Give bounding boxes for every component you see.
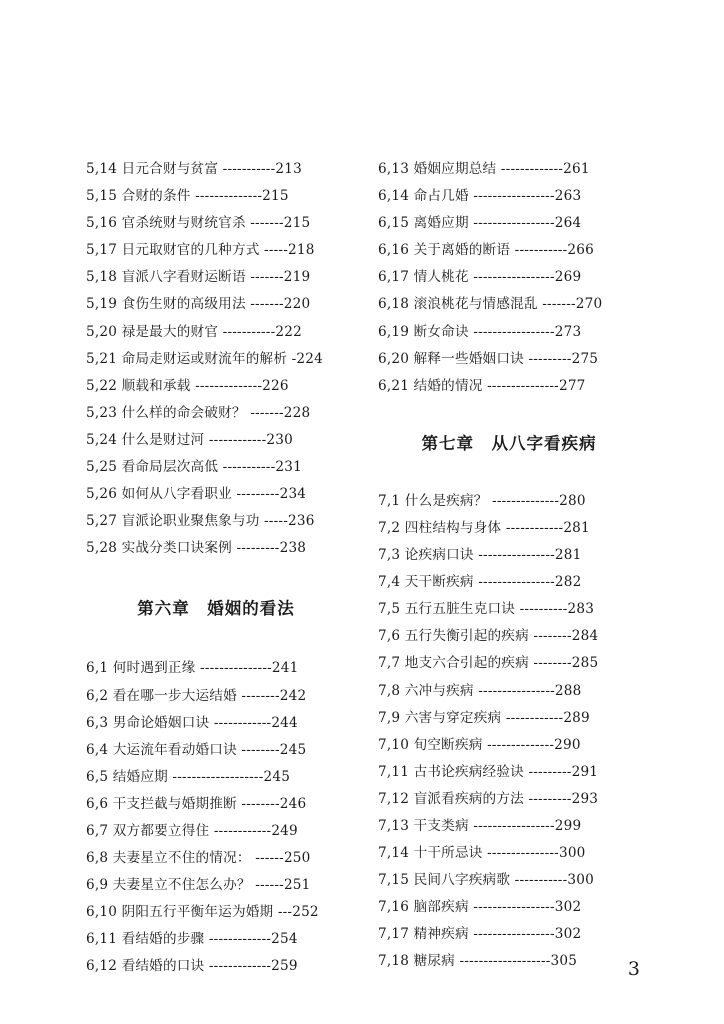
toc-entry[interactable]: 7,9 六害与穿定疾病 ------------289 xyxy=(378,709,590,726)
toc-entry[interactable]: 6,10 阴阳五行平衡年运为婚期 ---252 xyxy=(86,904,319,921)
toc-entry[interactable]: 7,16 脑部疾病 -----------------302 xyxy=(378,899,582,916)
chapter-6-heading: 第六章 婚姻的看法 xyxy=(137,599,295,619)
toc-entry[interactable]: 6,17 情人桃花 -----------------269 xyxy=(378,269,582,286)
toc-entry[interactable]: 6,8 夫妻星立不住的情况： ------250 xyxy=(86,850,311,867)
toc-group-ch5 xyxy=(86,156,346,562)
toc-group-ch7 xyxy=(378,488,640,976)
toc-entry[interactable]: 5,23 什么样的命会破财？ -------228 xyxy=(86,404,311,421)
toc-entry[interactable]: 5,28 实战分类口诀案例 ---------238 xyxy=(86,540,307,557)
toc-entry[interactable]: 5,18 盲派八字看财运断语 -------219 xyxy=(86,269,311,286)
toc-entry[interactable]: 7,4 天干断疾病 ----------------282 xyxy=(378,574,582,591)
toc-entry[interactable]: 5,25 看命局层次高低 -----------231 xyxy=(86,459,302,476)
toc-entry[interactable]: 7,1 什么是疾病？ --------------280 xyxy=(378,492,586,509)
toc-entry[interactable]: 5,22 顺载和承载 --------------226 xyxy=(86,377,289,394)
page-number: 3 xyxy=(627,958,640,980)
toc-entry[interactable]: 6,16 关于离婚的断语 -----------266 xyxy=(378,242,594,259)
toc-right-column xyxy=(378,156,640,976)
toc-entry[interactable]: 5,26 如何从八字看职业 ---------234 xyxy=(86,486,307,503)
toc-entry[interactable]: 7,6 五行失衡引起的疾病 --------284 xyxy=(378,628,599,645)
toc-entry[interactable]: 6,1 何时遇到正缘 ---------------241 xyxy=(86,660,299,677)
toc-entry[interactable]: 7,17 精神疾病 -----------------302 xyxy=(378,926,582,943)
toc-entry[interactable]: 6,5 结婚应期 -------------------245 xyxy=(86,768,291,785)
toc-entry[interactable]: 5,27 盲派论职业聚焦象与功 -----236 xyxy=(86,513,315,530)
toc-entry[interactable]: 5,20 禄是最大的财官 -----------222 xyxy=(86,323,302,340)
toc-entry[interactable]: 7,2 四柱结构与身体 ------------281 xyxy=(378,519,590,536)
toc-group-ch6 xyxy=(86,655,346,980)
toc-entry[interactable]: 5,17 日元取财官的几种方式 -----218 xyxy=(86,242,315,259)
toc-entry[interactable]: 6,9 夫妻星立不住怎么办？ ------251 xyxy=(86,877,311,894)
toc-entry[interactable]: 6,19 断女命诀 -----------------273 xyxy=(378,323,582,340)
chapter-7-heading: 第七章 从八字看疾病 xyxy=(421,433,597,453)
toc-entry[interactable]: 7,15 民间八字疾病歌 -----------300 xyxy=(378,872,594,889)
toc-entry[interactable]: 6,12 看结婚的口诀 -------------259 xyxy=(86,958,298,975)
toc-entry[interactable]: 6,4 大运流年看动婚口诀 --------245 xyxy=(86,741,307,758)
toc-entry[interactable]: 6,20 解释一些婚姻口诀 ---------275 xyxy=(378,350,599,367)
toc-entry[interactable]: 5,15 合财的条件 --------------215 xyxy=(86,188,289,205)
toc-entry[interactable]: 6,13 婚姻应期总结 -------------261 xyxy=(378,161,590,177)
toc-entry[interactable]: 7,7 地支六合引起的疾病 --------285 xyxy=(378,655,599,672)
toc-entry[interactable]: 6,7 双方都要立得住 ------------249 xyxy=(86,822,298,839)
toc-entry[interactable]: 5,24 什么是财过河 ------------230 xyxy=(86,431,293,448)
toc-group-ch6-cont xyxy=(378,156,640,400)
toc-entry[interactable]: 7,8 六冲与疾病 ----------------288 xyxy=(378,682,582,699)
toc-entry[interactable]: 7,11 古书论疾病经验诀 ---------291 xyxy=(378,763,599,780)
toc-entry[interactable]: 7,5 五行五脏生克口诀 ----------283 xyxy=(378,601,595,618)
toc-entry[interactable]: 7,14 十干所忌诀 ---------------300 xyxy=(378,845,586,862)
toc-entry[interactable]: 6,11 看结婚的步骤 -------------254 xyxy=(86,931,298,948)
toc-entry[interactable]: 6,21 结婚的情况 ---------------277 xyxy=(378,377,586,394)
toc-entry[interactable]: 7,12 盲派看疾病的方法 ---------293 xyxy=(378,790,599,807)
toc-entry[interactable]: 5,16 官杀统财与财统官杀 -------215 xyxy=(86,215,311,232)
toc-left-column xyxy=(86,156,346,981)
toc-entry[interactable]: 6,6 干支拦截与婚期推断 --------246 xyxy=(86,795,307,812)
toc-entry[interactable]: 6,18 滚浪桃花与情感混乱 -------270 xyxy=(378,296,603,313)
toc-entry[interactable]: 6,14 命占几婚 -----------------263 xyxy=(378,188,582,205)
toc-entry[interactable]: 5,14 日元合财与贫富 -----------213 xyxy=(86,161,302,177)
toc-entry[interactable]: 7,13 干支类病 -----------------299 xyxy=(378,817,582,834)
toc-entry[interactable]: 5,19 食伤生财的高级用法 -------220 xyxy=(86,296,311,313)
toc-entry[interactable]: 7,10 旬空断疾病 --------------290 xyxy=(378,736,581,753)
toc-entry[interactable]: 5,21 命局走财运或财流年的解析 -224 xyxy=(86,350,323,367)
toc-entry[interactable]: 7,3 论疾病口诀 ----------------281 xyxy=(378,547,582,564)
toc-entry[interactable]: 7,18 糖尿病 -------------------305 xyxy=(378,953,578,970)
toc-entry[interactable]: 6,2 看在哪一步大运结婚 --------242 xyxy=(86,687,307,704)
toc-entry[interactable]: 6,3 男命论婚姻口诀 ------------244 xyxy=(86,714,298,731)
toc-entry[interactable]: 6,15 离婚应期 -----------------264 xyxy=(378,215,582,232)
